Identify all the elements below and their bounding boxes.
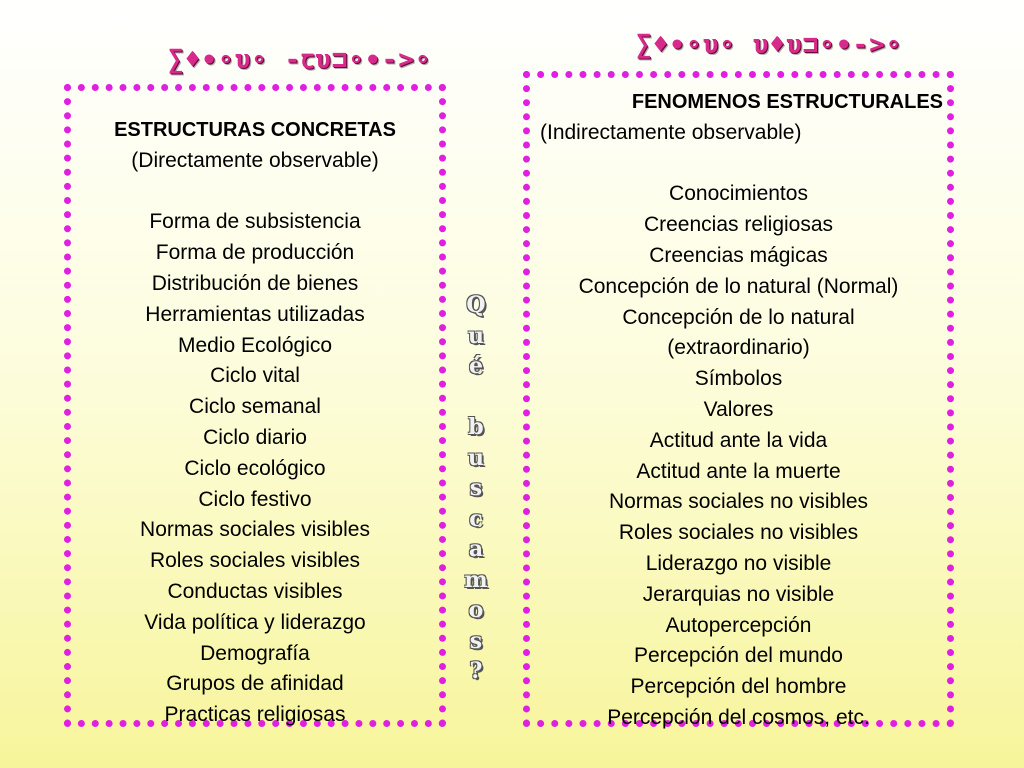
vertical-letter: Q — [466, 292, 486, 318]
concrete-structures-box — [64, 84, 446, 727]
vertical-letter: u — [468, 444, 484, 471]
list-item: Herramientas utilizadas — [145, 302, 365, 326]
list-item: Percepción del hombre — [630, 675, 847, 699]
list-item: Forma de subsistencia — [149, 210, 361, 234]
spacer — [71, 177, 439, 208]
vertical-letter — [458, 382, 494, 413]
list-item: Distribución de bienes — [151, 271, 359, 295]
vertical-letter: u — [468, 322, 484, 349]
vertical-letter: b — [468, 414, 484, 440]
spacer — [530, 149, 947, 180]
list-item: Creencias mágicas — [649, 243, 828, 267]
list-item: (extraordinario) — [667, 336, 810, 360]
left-wordart-heading: ∑♦∙∘υ∘ -ꞇυ⊐∘∙->∘ — [168, 45, 432, 75]
list-item: Vida política y liderazgo — [144, 610, 366, 634]
concrete-structures-title: ESTRUCTURAS CONCRETAS — [114, 119, 396, 141]
list-item: Conocimientos — [669, 182, 808, 206]
list-item: Actitud ante la muerte — [636, 459, 841, 483]
concrete-structures-subtitle: (Directamente observable) — [131, 148, 379, 172]
list-item: Ciclo semanal — [189, 395, 321, 419]
vertical-letter: o — [468, 597, 484, 623]
list-item: Autopercepción — [665, 613, 812, 637]
list-item: Concepción de lo natural (Normal) — [578, 274, 899, 298]
que-buscamos-vertical-text — [458, 290, 494, 687]
list-item: Actitud ante la vida — [649, 428, 828, 452]
list-item: Conductas visibles — [167, 579, 343, 603]
list-item: Roles sociales visibles — [149, 549, 361, 573]
list-item: Ciclo ecológico — [184, 456, 326, 480]
structural-phenomena-subtitle: (Indirectamente observable) — [540, 120, 802, 144]
list-item: Demografía — [200, 641, 310, 665]
list-item: Normas sociales no visibles — [608, 490, 869, 514]
list-item: Percepción del cosmos, etc. — [607, 705, 870, 729]
list-item: Ciclo diario — [203, 425, 307, 449]
list-item: Liderazgo no visible — [645, 551, 832, 575]
vertical-letter: é — [469, 353, 483, 379]
list-item: Forma de producción — [155, 241, 355, 265]
list-item: Ciclo festivo — [198, 487, 312, 511]
right-wordart-heading: ∑♦∙∘υ∘ υ♦υ⊐∘∙->∘ — [636, 30, 903, 60]
list-item: Valores — [703, 397, 774, 421]
list-item: Concepción de lo natural — [622, 305, 855, 329]
structural-phenomena-title: FENOMENOS ESTRUCTURALES — [631, 91, 943, 113]
list-item: Practicas religiosas — [164, 703, 346, 727]
list-item: Jerarquias no visible — [642, 582, 835, 606]
vertical-letter: a — [468, 536, 484, 562]
vertical-letter: s — [469, 475, 483, 501]
vertical-letter: m — [464, 566, 488, 593]
list-item: Creencias religiosas — [643, 213, 834, 237]
list-item: Ciclo vital — [210, 364, 300, 388]
list-item: Medio Ecológico — [177, 333, 333, 357]
vertical-letter: s — [469, 627, 483, 654]
vertical-letter: c — [469, 505, 483, 532]
list-item: Roles sociales no visibles — [618, 521, 859, 545]
list-item: Normas sociales visibles — [140, 518, 370, 542]
list-item: Percepción del mundo — [634, 644, 843, 668]
vertical-letter: ? — [469, 658, 483, 684]
structural-phenomena-box — [523, 71, 954, 727]
list-item: Símbolos — [694, 367, 783, 391]
list-item: Grupos de afinidad — [166, 672, 344, 696]
